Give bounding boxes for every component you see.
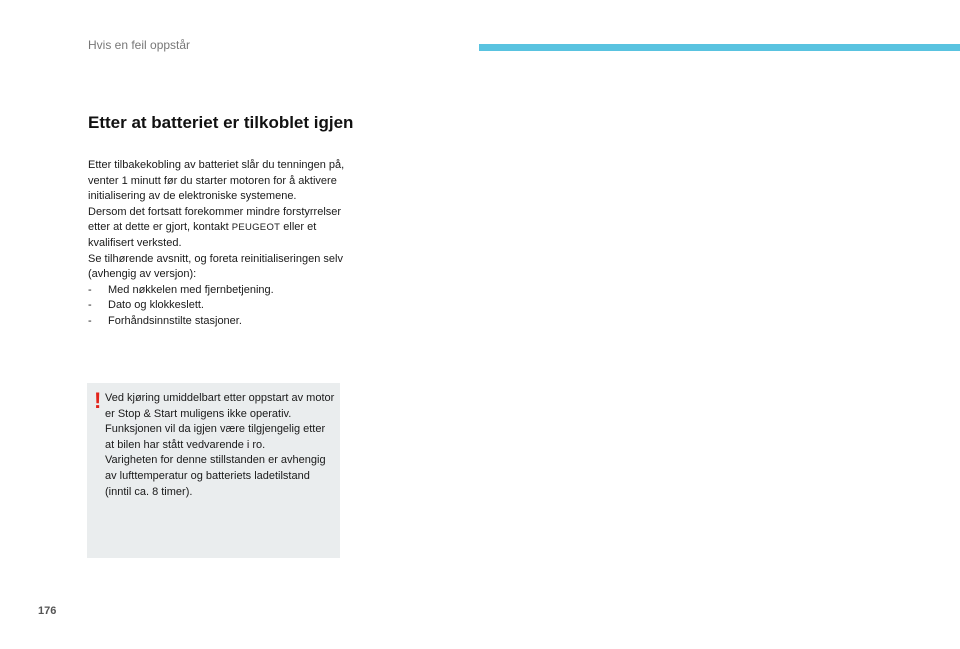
contact-text-before: Dersom det fortsatt forekommer mindre forstyrrelser etter at dette er gjort, kontakt xyxy=(88,205,342,234)
paragraph-init: Etter tilbakekobling av batteriet slår du tenningen på, venter 1 minutt før du starter motoren for å aktivere initialisering av de elektroniske systemene. xyxy=(88,159,345,203)
warning-paragraph: Funksjonen vil da igjen være tilgjengelig etter at bilen har stått vedvarende i ro. xyxy=(105,423,326,451)
contact-text-after: eller et kvalifisert verksted. xyxy=(88,221,317,249)
list-item xyxy=(88,298,358,314)
page-number: 176 xyxy=(38,605,57,617)
list-item-text: Forhåndsinnstilte stasjoner. xyxy=(108,314,242,327)
list-dash: - xyxy=(88,314,92,327)
list-item-text: Med nøkkelen med fjernbetjening. xyxy=(108,283,274,296)
chapter-accent-bar xyxy=(479,44,960,51)
chapter-title: Hvis en feil oppstår xyxy=(88,38,191,52)
list-item xyxy=(88,283,358,299)
warning-paragraph: Ved kjøring umiddelbart etter oppstart av motor er Stop & Start muligens ikke operativ. xyxy=(105,392,335,420)
list-item xyxy=(88,314,358,330)
list-item-text: Dato og klokkeslett. xyxy=(108,299,204,312)
warning-text xyxy=(105,391,335,500)
list-dash: - xyxy=(88,299,92,312)
warning-box xyxy=(87,383,340,558)
list-dash: - xyxy=(88,283,92,296)
section-title: Etter at batteriet er tilkoblet igjen xyxy=(88,113,354,132)
paragraph-contact xyxy=(88,205,358,252)
warning-paragraph: Varigheten for denne stillstanden er avhengig av lufttemperatur og batteriets ladetilstand (inntil ca. 8 timer). xyxy=(105,454,326,498)
reinit-list xyxy=(88,283,358,330)
warning-exclamation-icon: ! xyxy=(94,388,102,413)
section-body xyxy=(88,158,358,330)
paragraph-reinit: Se tilhørende avsnitt, og foreta reinitialiseringen selv (avhengig av versjon): xyxy=(88,252,343,281)
brand-name: PEUGEOT xyxy=(231,222,281,234)
